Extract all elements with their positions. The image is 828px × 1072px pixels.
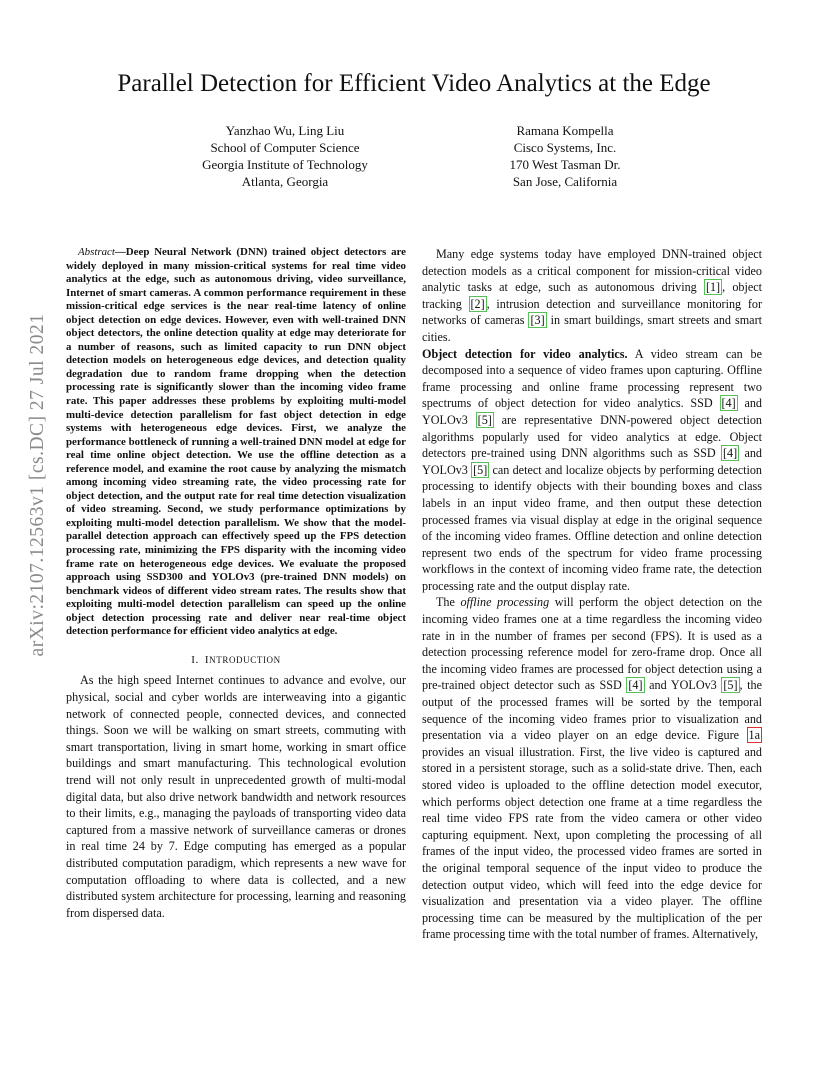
left-column bbox=[66, 246, 406, 921]
section-heading bbox=[66, 652, 406, 669]
abstract-dash: — bbox=[114, 246, 126, 258]
arxiv-sidebar bbox=[18, 295, 58, 675]
citation-link[interactable]: [5] bbox=[473, 462, 488, 477]
citation-link[interactable]: [5] bbox=[477, 412, 492, 427]
affiliation-line: Atlanta, Georgia bbox=[241, 174, 329, 189]
abstract-text: Deep Neural Network (DNN) trained object detectors are widely deployed in many mission-critical systems for real time video analytics at the edge, such as autonomous driving, video surveillance, Internet of smart cameras. A common performance requirement in these mission-critical edge services is the near real-time latency of online object detection on edge devices. However, even with well-trained DNN object detectors, the online detection quality at edge may deteriorate for a number of reasons, such as limited capacity to run DNN object detection models on heterogeneous edge devices, and detection quality degradation due to random frame dropping when the detection processing rate is significantly slower than the incoming video frame rate. This paper addresses these problems by exploiting multi-model multi-device detection parallelism for fast object detection in edge systems with heterogeneous edge devices. First, we analyze the performance bottleneck of running a well-trained DNN model at edge for real time online object detection. We use the offline detection as a reference model, and examine the root cause by analyzing the mismatch among incoming video streaming rate, the video processing rate for object detection, and the output rate for real time detection visualization of video streaming. Second, we study performance optimizations by exploiting multi-model detection parallelism. We show that the model-parallel detection approach can effectively speed up the FPS detection processing rate, minimizing the FPS disparity with the incoming video frame rate on heterogeneous edge devices. We evaluate the proposed approach using SSD300 and YOLOv3 (pre-trained DNN models) on benchmark videos of different video stream rates. The results show that exploiting multi-model detection parallelism can speed up the online object detection processing rate and deliver near real-time object detection performance for efficient video analytics at edge. bbox=[66, 246, 406, 638]
paragraph-edge-systems: Many edge systems today have employed DNN-trained object detection models as a critical component for mission-critical video analytic tasks at edge, such as autonomous driving [1] , object tracking [2] , intrusion detection and surveillance monitoring for networks of cameras [3] in smart buildings, smart streets and smart cities. bbox=[422, 247, 763, 344]
right-column bbox=[422, 246, 762, 943]
author-name: Yanzhao Wu, Ling Liu bbox=[225, 123, 345, 138]
citation-link[interactable]: [1] bbox=[705, 280, 721, 295]
author-block-2 bbox=[465, 122, 665, 190]
paragraph-object-detection: Object detection for video analytics. A video stream can be decomposed into a sequence of video frames upon capturing. Offline frame processing and online frame processing represent two spectrums of object detection for video analytics. SSD [4] and YOLOv3 [5] are representative DNN-powered object detection algorithms popularly used for video analytics at edge. Object detectors pre-trained using DNN algorithms such as SSD [4] and YOLOv3 [5] can detect and localize objects by performing detection processing to identify objects with their bounding boxes and class labels in an input video frame, and then output these detection processed frames via visual display at edge in the original sequence of the incoming video frames. Offline detection and online detection represent two ends of the spectrum for video frame processing workflows in the context of incoming video frame rate, the detection processing rate and the output display rate. bbox=[422, 346, 762, 593]
affiliation-line: San Jose, California bbox=[512, 174, 618, 189]
section-number: I. bbox=[191, 653, 199, 666]
run-in-heading: Object detection for video analytics. bbox=[422, 346, 628, 361]
abstract bbox=[66, 246, 406, 639]
figure-reference-link[interactable]: 1a bbox=[748, 728, 760, 743]
affiliation-line: Cisco Systems, Inc. bbox=[513, 140, 617, 155]
citation-link[interactable]: [4] bbox=[721, 396, 736, 411]
intro-paragraph: As the high speed Internet continues to advance and evolve, our physical, social and cyber worlds are interweaving into a gigantic network of connected people, connected devices, and connected things. Soon we will be walking on smart streets, commuting with smart transportation, living in smart home, working in smart office buildings and smart manufacturing. This technological evolution trend will not only result in unprecedented growth of multi-modal digital data, but also drive network bandwidth and network resources to their limits, e.g., managing the payloads of transporting video data captured from a massive network of surveillance cameras or drones in real time 24 by 7. Edge computing has emerged as a popular distributed computation paradigm, which represents a new wave for computation offloading to where data is collected, and a new distributed system architecture for processing, learning and reasoning from dispersed data. bbox=[66, 673, 406, 920]
emphasis: offline processing bbox=[460, 595, 550, 610]
author-block-1 bbox=[165, 122, 405, 190]
section-title: INTRODUCTION bbox=[204, 653, 281, 666]
citation-link[interactable]: [3] bbox=[530, 313, 545, 328]
citation-link[interactable]: [2] bbox=[470, 296, 485, 311]
citation-link[interactable]: [5] bbox=[723, 678, 738, 693]
citation-link[interactable]: [4] bbox=[722, 446, 738, 461]
paper-title: Parallel Detection for Efficient Video Analytics at the Edge bbox=[117, 70, 711, 97]
abstract-label: Abstract bbox=[78, 246, 115, 258]
affiliation-line: 170 West Tasman Dr. bbox=[509, 157, 621, 172]
citation-link[interactable]: [4] bbox=[628, 678, 643, 693]
author-name: Ramana Kompella bbox=[516, 123, 614, 138]
arxiv-identifier: arXiv:2107.12563v1 [cs.DC] 27 Jul 2021 bbox=[27, 313, 48, 657]
affiliation-line: Georgia Institute of Technology bbox=[202, 157, 368, 172]
affiliation-line: School of Computer Science bbox=[210, 140, 360, 155]
paragraph-offline-processing: The offline processing will perform the object detection on the incoming video frames one at a time regardless the incoming video rate in in the number of frames per second (FPS). It is used as a detection processing reference model for zero-frame drop. Once all the incoming video frames are processed for object detection using a pre-trained object detector such as SSD [4] and YOLOv3 [5] , the output of the processed frames will be sorted by the temporal sequence of the incoming video frames prior to visualization and presentation via a video player on an edge device. Figure 1a provides an visual illustration. First, the live video is captured and stored in a persistent storage, such as a solid-state drive. Then, each stored video is uploaded to the offline detection model executor, which performs object detection one frame at a time regardless the real time video FPS rate from the video camera or other video capturing equipment. Next, upon completing the processing of all frames of the input video, the processed video frames are sorted in the original temporal sequence of the input video to produce the detection output video, which will feed into the edge device for visualization and presentation via a video player. The offline processing time can be measured by the multiplication of the per frame processing time with the total number of frames. Alternatively, bbox=[422, 595, 763, 942]
